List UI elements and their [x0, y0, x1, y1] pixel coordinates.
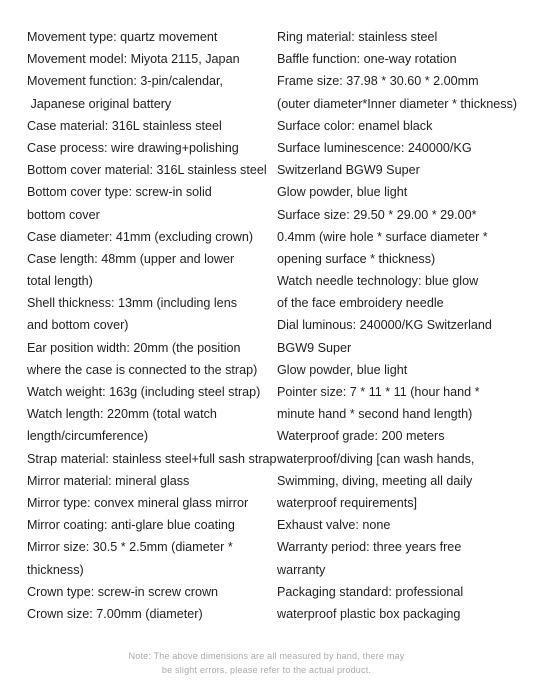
spec-line: Mirror coating: anti-glare blue coating [27, 518, 235, 533]
spec-line: Dial luminous: 240000/KG Switzerland [277, 318, 492, 333]
spec-line: Crown size: 7.00mm (diameter) [27, 606, 203, 621]
spec-line: (outer diameter*Inner diameter * thickness) [277, 96, 518, 111]
spec-line: thickness) [27, 562, 84, 577]
spec-line: Bottom cover type: screw-in solid [27, 185, 212, 200]
spec-line: Case material: 316L stainless steel [27, 118, 222, 133]
spec-line: Exhaust valve: none [277, 518, 391, 533]
spec-line: Glow powder, blue light [277, 362, 408, 377]
spec-line: Switzerland BGW9 Super [277, 163, 420, 178]
spec-line: Crown type: screw-in screw crown [27, 584, 219, 599]
measurement-note [0, 649, 533, 677]
spec-line: Strap material: stainless steel+full sash strap [27, 451, 277, 466]
spec-line: Mirror type: convex mineral glass mirror [27, 495, 249, 510]
spec-line: Surface luminescence: 240000/KG [277, 140, 472, 155]
note-line-2: be slight errors, please refer to the actual product. [161, 665, 372, 675]
spec-line: Shell thickness: 13mm (including lens [27, 296, 237, 311]
spec-line: Movement model: Miyota 2115, Japan [27, 52, 240, 67]
spec-line: opening surface * thickness) [277, 251, 436, 266]
spec-line: Surface color: enamel black [277, 118, 433, 133]
spec-line: Movement type: quartz movement [27, 30, 218, 44]
spec-line: Warranty period: three years free [277, 540, 462, 555]
spec-line: Packaging standard: professional [277, 584, 464, 599]
spec-line: Ear position width: 20mm (the position [27, 340, 241, 355]
spec-line: where the case is connected to the strap) [27, 362, 258, 377]
spec-line: Watch weight: 163g (including steel strap) [27, 385, 261, 399]
spec-line: Watch length: 220mm (total watch [27, 407, 217, 422]
note-line-1: Note: The above dimensions are all measured by hand, there may [128, 651, 405, 661]
spec-line: Movement function: 3-pin/calendar, [27, 74, 224, 89]
spec-line: Case diameter: 41mm (excluding crown) [27, 229, 254, 244]
spec-line: Japanese original battery [27, 96, 172, 111]
spec-line: Case process: wire drawing+polishing [27, 140, 239, 155]
spec-line: waterproof requirements] [277, 495, 417, 510]
spec-line: waterproof/diving [can wash hands, [277, 451, 475, 466]
spec-line: 0.4mm (wire hole * surface diameter * [277, 229, 488, 244]
spec-line: warranty [277, 562, 326, 577]
spec-line: minute hand * second hand length) [277, 407, 473, 422]
spec-line: Mirror size: 30.5 * 2.5mm (diameter * [27, 540, 233, 555]
spec-line: total length) [27, 274, 93, 289]
spec-column-right [277, 26, 527, 625]
spec-line: Pointer size: 7 * 11 * 11 (hour hand * [277, 385, 480, 399]
spec-line: waterproof plastic box packaging [277, 606, 461, 621]
spec-line: BGW9 Super [277, 340, 352, 355]
spec-line: Bottom cover material: 316L stainless steel [27, 163, 267, 178]
spec-line: Watch needle technology: blue glow [277, 274, 479, 289]
spec-line: bottom cover [27, 207, 100, 222]
spec-sheet [0, 26, 533, 626]
spec-line: of the face embroidery needle [277, 296, 444, 311]
spec-line: Surface size: 29.50 * 29.00 * 29.00* [277, 207, 477, 222]
spec-line: Swimming, diving, meeting all daily [277, 473, 473, 488]
spec-line: Baffle function: one-way rotation [277, 52, 457, 67]
spec-line: Case length: 48mm (upper and lower [27, 251, 235, 266]
spec-line: Mirror material: mineral glass [27, 473, 190, 488]
spec-column-left [27, 26, 275, 625]
spec-line: Ring material: stainless steel [277, 30, 438, 44]
spec-line: Waterproof grade: 200 meters [277, 429, 445, 444]
spec-line: Glow powder, blue light [277, 185, 408, 200]
spec-line: length/circumference) [27, 429, 149, 444]
spec-line: Frame size: 37.98 * 30.60 * 2.00mm [277, 74, 479, 89]
spec-line: and bottom cover) [27, 318, 129, 333]
